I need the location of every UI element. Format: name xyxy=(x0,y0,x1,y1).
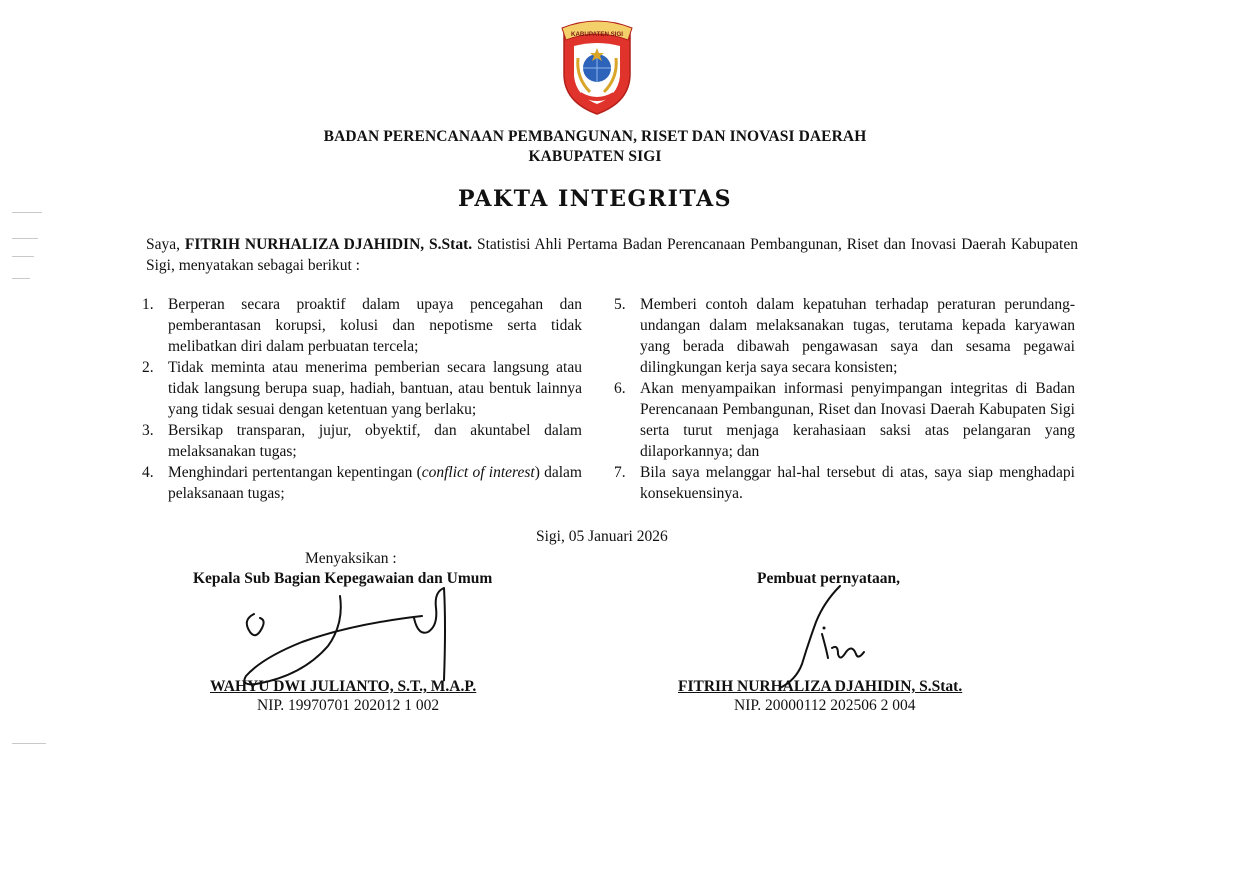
statement-text: Bersikap transparan, jujur, obyektif, dan akuntabel dalam melaksanakan tugas; xyxy=(168,422,582,460)
statement-number: 5. xyxy=(614,296,626,313)
scan-edge-mark xyxy=(12,256,34,257)
statement-text: Berperan secara proaktif dalam upaya pencegahan dan pemberantasan korupsi, kolusi dan nepotisme serta tidak melibatkan diri dalam perbuatan tercela; xyxy=(168,296,582,355)
agency-name-line2: KABUPATEN SIGI xyxy=(528,148,662,165)
agency-name-line1: BADAN PERENCANAAN PEMBANGUNAN, RISET DAN INOVASI DAERAH xyxy=(323,128,867,145)
statement-text-italic: conflict of interest xyxy=(421,464,535,481)
document-title: PAKTA INTEGRITAS xyxy=(457,186,733,212)
scan-edge-mark xyxy=(12,743,46,744)
scan-edge-mark xyxy=(12,278,30,279)
statement-list-right xyxy=(614,294,1075,504)
statement-item xyxy=(614,378,1075,462)
statement-text: Akan menyampaikan informasi penyimpangan integritas di Badan Perencanaan Pembangunan, Riset dan Inovasi Daerah Kabupaten Sigi serta turut menjaga kerahasiaan saksi atas pelangaran yang dilaporkannya; dan xyxy=(640,380,1075,460)
witness-role: Kepala Sub Bagian Kepegawaian dan Umum xyxy=(193,570,493,587)
logo-banner-text: KABUPATEN SIGI xyxy=(570,31,624,38)
statement-item xyxy=(614,294,1075,378)
maker-role: Pembuat pernyataan, xyxy=(757,570,900,587)
statement-number: 2. xyxy=(142,359,154,376)
statement-item xyxy=(142,462,582,504)
scan-edge-mark xyxy=(12,212,42,213)
statement-item xyxy=(142,294,582,357)
statement-list-left xyxy=(142,294,582,504)
intro-prefix: Saya, xyxy=(146,236,185,253)
intro-suffix: Statistisi Ahli Pertama Badan Perencanaan Pembangunan, Riset dan Inovasi Daerah Kabupaten Sigi, menyatakan sebagai berikut : xyxy=(146,236,1078,274)
statement-number: 7. xyxy=(614,464,626,481)
witness-name: WAHYU DWI JULIANTO, S.T., M.A.P. xyxy=(210,678,477,695)
kabupaten-sigi-logo xyxy=(556,18,638,116)
intro-paragraph xyxy=(146,234,1078,276)
declarant-name: FITRIH NURHALIZA DJAHIDIN, S.Stat. xyxy=(184,236,473,253)
statement-text-before: Menghindari pertentangan kepentingan ( xyxy=(168,464,422,481)
statement-text: Tidak meminta atau menerima pemberian secara langsung atau tidak langsung berupa suap, hadiah, bantuan, atau bentuk lainnya yang tidak sesuai dengan ketentuan yang berlaku; xyxy=(168,359,582,418)
statement-item xyxy=(142,357,582,420)
statement-text-after: ) dalam pelaksanaan tugas; xyxy=(168,464,582,502)
statement-text: Bila saya melanggar hal-hal tersebut di atas, saya siap menghadapi konsekuensinya. xyxy=(640,464,1075,502)
witness-nip: NIP. 19970701 202012 1 002 xyxy=(257,697,440,714)
statement-item xyxy=(614,462,1075,504)
statement-number: 1. xyxy=(142,296,154,313)
witness-label: Menyaksikan : xyxy=(305,550,397,567)
scan-edge-mark xyxy=(12,238,38,239)
statement-number: 6. xyxy=(614,380,626,397)
maker-name: FITRIH NURHALIZA DJAHIDIN, S.Stat. xyxy=(678,678,963,695)
statement-number: 3. xyxy=(142,422,154,439)
statement-number: 4. xyxy=(142,464,154,481)
statement-item xyxy=(142,420,582,462)
statement-text: Memberi contoh dalam kepatuhan terhadap peraturan perundang-undangan dalam melaksanakan tugas, terutama kepada karyawan yang berada dibawah pengawasan saya dan sesama pegawai dilingkungan kerja saya secara konsisten; xyxy=(640,296,1075,376)
place-date: Sigi, 05 Januari 2026 xyxy=(536,528,668,545)
maker-nip: NIP. 20000112 202506 2 004 xyxy=(734,697,916,714)
maker-signature xyxy=(772,582,882,692)
